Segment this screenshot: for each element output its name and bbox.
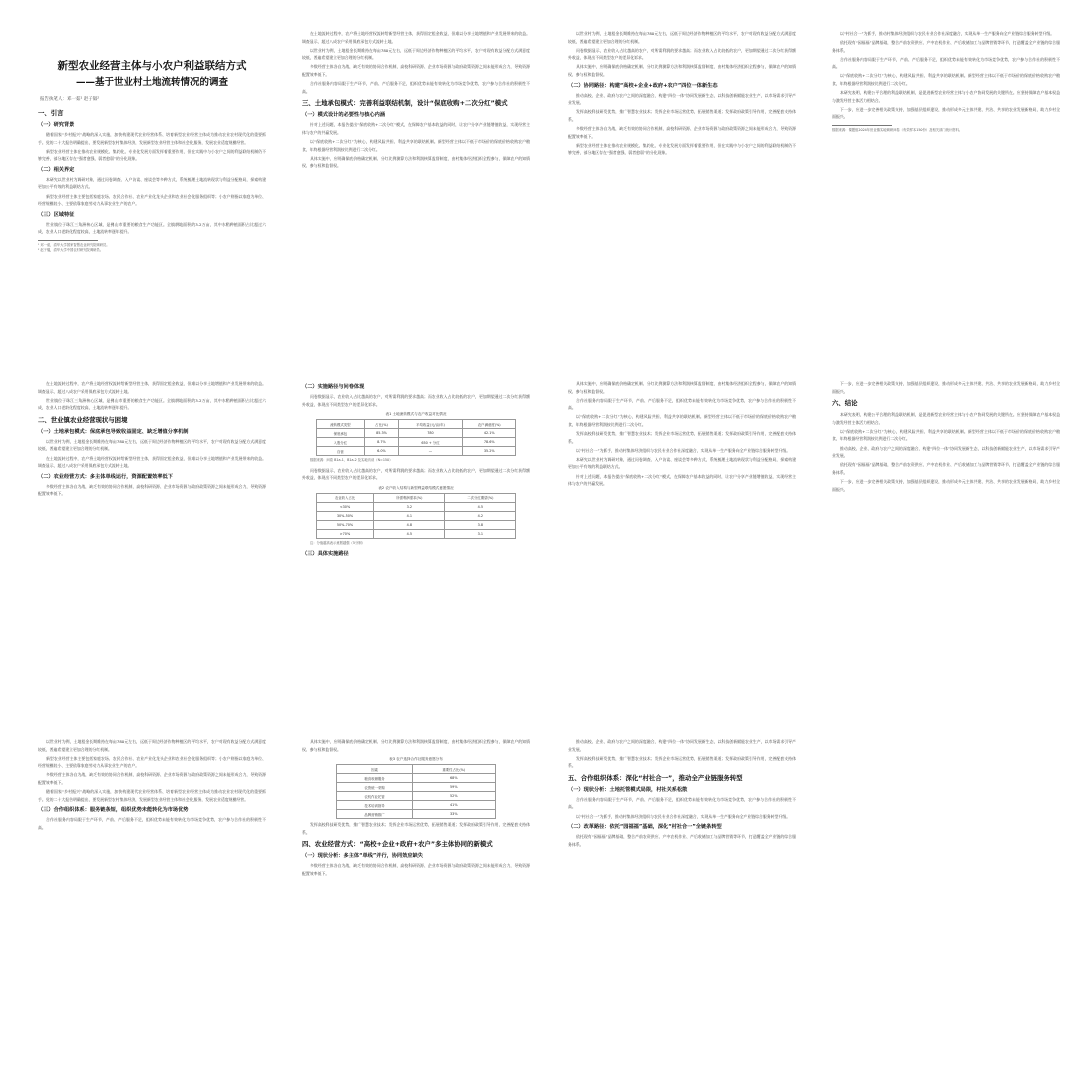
table-cell: 35.2%	[463, 447, 516, 456]
page-7	[558, 370, 806, 708]
page-4	[822, 20, 1070, 358]
table-1-caption: 表1 土地流转模式与农户收益对比情况	[385, 412, 447, 417]
table-cell: 6.0%	[365, 447, 399, 456]
page-5	[28, 370, 276, 708]
heading-section-2-1: （一）土地承包模式：保底承包导致收益固定、缺乏增值分享机制	[38, 428, 189, 435]
paragraph: 世业镇位于珠江三角洲核心区域，是佛山市重要的粮食生产功能区。全镇耕地面积约3.2万亩，其中水稻种植面积占比超过六成，农业人口老龄化程度较高，土地流转率逐年提升。	[38, 221, 266, 235]
paragraph: 在土地流转过程中，农户将土地经营权流转给新型经营主体，获得固定租金收益，但难以分享土地增值和产业发展带来的收益。调查显示，超过八成农户采用保底承包方式流转土地。	[302, 31, 530, 44]
table-cell: 30%-50%	[316, 511, 374, 520]
table-2-caption: 表2 农户收入结构与新型利益联结模式意愿情况	[378, 485, 454, 490]
table-1	[316, 419, 517, 456]
paragraph: 多数经营主体各自为战，缺乏有效的协同合作机制，高校科研资源、企业市场资源与政府政策资源之间未能形成合力，导致资源配置效率低下。	[302, 863, 530, 876]
table-header-cell: 农户满意度(%)	[463, 420, 516, 429]
paragraph: 本研究表明，构建公平合理的利益联结机制，是促进新型农业经营主体与小农户协同发展的关键所在。应坚持保障农户基本权益与激发经营主体活力相结合。	[832, 412, 1060, 425]
table-header-row	[316, 493, 516, 502]
table-cell: 4.8	[374, 520, 445, 529]
table-cell: 50%-70%	[316, 520, 374, 529]
heading-section-3-2: （二）实施路径与问卷体现	[302, 384, 365, 390]
table-cell: 85.3%	[365, 429, 399, 438]
table-cell: 3.1	[445, 529, 516, 538]
table-cell: 4.5	[445, 502, 516, 511]
paragraph: 新型农业经营主体主要包括家庭农场、农民合作社、农业产业化龙头企业和农业社会化服务组织等；小农户则指以家庭为单位、经营规模较小、主要依靠家庭劳动力从事农业生产的农户。	[38, 193, 266, 207]
table-header-cell: 重要性占比(%)	[412, 765, 495, 774]
table-cell: 52%	[412, 792, 495, 801]
paragraph: 合作社服务内容局限于生产环节，产前、产后服务不足，组织优势未能有效转化为市场竞争优势，农户参与合作社的积极性不高。	[302, 81, 530, 94]
heading-section-6: 六、结论	[832, 399, 858, 408]
table-cell: 780	[398, 429, 462, 438]
paragraph: 具体实施中，应明确保底价格确定机制、分红比例测算方法和利润核算监督制度，由村集体经济组织全程参与，保障农户的知情权、参与权和监督权。	[302, 155, 530, 169]
table-cell: 入股分红	[316, 438, 364, 447]
paragraph: 合作社服务内容局限于生产环节，产前、产后服务不足，组织优势未能有效转化为市场竞争优势，农户参与合作社的积极性不高。	[832, 56, 1060, 70]
table-row	[337, 774, 496, 783]
table-cell: 8.7%	[365, 438, 399, 447]
paragraph: 新型农业经营主体主要包括家庭农场、农民合作社、农业产业化龙头企业和农业社会化服务组织等；小农户则指以家庭为单位、经营规模较小、主要依靠家庭劳动力从事农业生产的农户。	[38, 755, 266, 769]
paragraph: 下一步，应进一步完善相关政策支持，加强基层组织建设，推动形成多元主体共建、共治、共享的农业发展新格局，助力乡村全面振兴。	[832, 381, 1060, 394]
heading-section-3: 三、土地承包模式：完善利益联结机制，设计“保底收购+二次分红”模式	[302, 99, 508, 108]
table-cell: 粮食收储服务	[337, 774, 413, 783]
table-header-cell: 二次分红期望(%)	[445, 493, 516, 502]
table-1-note: 数据来源：问卷 B1a-1、B1a-2 及实地访谈（N=150）	[310, 458, 393, 463]
table-row	[337, 810, 496, 819]
paragraph: 随着国家“乡村振兴”战略的深入实施，加快构建现代农业经营体系、培育新型农业经营主体成为推动农业农村现代化的重要抓手。党的二十大报告明确提出，要发展新型农村集体经济，发展新型农业经营主体和社会化服务，发展农业适度规模经营。	[38, 132, 266, 145]
paragraph: 下一步，应进一步完善相关政策支持，加强基层组织建设，推动形成多元主体共建、共治、共享的农业发展新格局，助力乡村全面振兴。	[832, 478, 1060, 492]
table-row	[337, 792, 496, 801]
paragraph: 新型农业经营主体在推动农业规模化、集约化、专业化发展方面发挥着重要作用，但在实践中与小农户之间的利益联结机制仍不够完善，部分地区存在“强者愈强、弱者愈弱”的分化现象。	[38, 148, 266, 162]
table-cell: 42.1%	[463, 429, 516, 438]
table-cell: 78.6%	[463, 438, 516, 447]
table-header-cell: 农业收入占比	[316, 493, 374, 502]
paragraph: 发挥高校科技研发优势，推广智慧农业技术；发挥企业市场运营优势，拓展销售渠道；发挥政府政策引导作用，完善配套支持体系。	[568, 109, 796, 122]
table-header-row	[316, 420, 516, 429]
paragraph: 以“保底收购+二次分红”为核心，构建风险共担、利益共享的联结机制。新型经营主体以不低于市场价的保底价格收购农户粮食，年终根据经营利润按比例进行二次分红。	[832, 73, 1060, 87]
paragraph: 推动高校、企业、政府与农户之间的深度融合，构建“四位一体”协同发展新生态，以科技创新赋能农业生产，以市场需求引导产业发展。	[568, 92, 796, 106]
paragraph: 本研究以世业村为调研对象，通过问卷调查、入户访谈、座谈会等多种方式，系统梳理土地流转现状与利益分配格局，探索构建更加公平有效的利益联结方式。	[568, 456, 796, 470]
heading-section-4: 四、农业经营方式：“高校+企业+政府+农户”多主体协同的新模式	[302, 840, 493, 849]
paragraph: 推动高校、企业、政府与农户之间的深度融合，构建“四位一体”协同发展新生态，以科技创新赋能农业生产，以市场需求引导产业发展。	[568, 739, 796, 752]
heading-section-5: 五、合作组织体系：深化“村社合一”，推动全产业链服务转型	[568, 773, 743, 782]
paragraph: 依托现有“园福福”品牌基础，整合产前农资供应、产中农机作业、产后收储加工与品牌营销等环节，打造覆盖全产业链的综合服务体系。	[832, 40, 1060, 53]
table-header-row	[337, 765, 496, 774]
heading-section-4-2: （二）协同路径：构建“高校+企业+政府+农户”四位一体新生态	[568, 82, 718, 89]
paragraph: 具体实施中，应明确保底价格确定机制、分红比例测算方法和利润核算监督制度，由村集体经济组织全程参与，保障农户的知情权、参与权和监督权。	[568, 381, 796, 394]
table-row	[316, 429, 516, 438]
paragraph: 以世业村为例，土地租金长期维持在每亩780元左右，远低于周边经济作物种植区的平均水平，农户对现有收益分配方式满意度较低，普遍希望建立更加合理的分红机制。	[302, 47, 530, 61]
page-2	[292, 20, 540, 358]
paragraph: 问卷数据显示，农业收入占比越高的农户，对所需利润的要求越高；而农业收入占比较低的农户，更加期望通过二次分红获得额外收益，体现出不同类型农户的差异化诉求。	[302, 394, 530, 407]
paragraph: 以世业村为例，土地租金长期维持在每亩780元左右，远低于周边经济作物种植区的平均水平，农户对现有收益分配方式满意度较低，普遍希望建立更加合理的分红机制。	[38, 438, 266, 452]
table-row	[337, 783, 496, 792]
table-cell: 农机作业托管	[337, 792, 413, 801]
heading-intro: 一、引言	[38, 109, 64, 117]
table-header-cell: 所需利润需求(%)	[374, 493, 445, 502]
paragraph: 合作社服务内容局限于生产环节，产前、产后服务不足，组织优势未能有效转化为市场竞争优势，农户参与合作社的积极性不高。	[568, 397, 796, 411]
table-cell: 自营	[316, 447, 364, 456]
table-cell: 4.5	[374, 529, 445, 538]
paragraph: 发挥高校科技研发优势，推广智慧农业技术；发挥企业市场运营优势，拓展销售渠道；发挥政府政策引导作用，完善配套支持体系。	[568, 755, 796, 769]
page-6	[292, 370, 540, 708]
heading-section-2-2: （二）农业经营方式：多主体单线运行，资源配置效率低下	[38, 473, 173, 480]
table-cell: 保底承包	[316, 429, 364, 438]
page-10	[292, 728, 540, 1066]
table-row	[337, 801, 496, 810]
heading-section-4-1: （一）现状分析：多主体“单线”并行，协同效应缺失	[302, 853, 423, 860]
document-subtitle: ——基于世业村土地流转情况的调查	[75, 77, 228, 88]
paragraph: 以世业村为例，土地租金长期维持在每亩780元左右，远低于周边经济作物种植区的平均水平，农户对现有收益分配方式满意度较低，普遍希望建立更加合理的分红机制。	[568, 31, 796, 44]
paragraph: 多数经营主体各自为战，缺乏有效的协同合作机制，高校科研资源、企业市场资源与政府政策资源之间未能形成合力，导致资源配置效率低下。	[568, 125, 796, 139]
paragraph: 具体实施中，应明确保底价格确定机制、分红比例测算方法和利润核算监督制度，由村集体经济组织全程参与，保障农户的知情权、参与权和监督权。	[302, 739, 530, 752]
paragraph: 以“保底收购+二次分红”为核心，构建风险共担、利益共享的联结机制。新型经营主体以不低于市场价的保底价格收购农户粮食，年终根据经营利润按比例进行二次分红。	[568, 414, 796, 427]
paragraph: 在土地流转过程中，农户将土地经营权流转给新型经营主体，获得固定租金收益，但难以分享土地增值和产业发展带来的收益。调查显示，超过八成农户采用保底承包方式流转土地。	[38, 381, 266, 394]
page-1	[28, 20, 276, 358]
table-cell: 品牌营销推广	[337, 810, 413, 819]
document-title: 新型农业经营主体与小农户利益联结方式	[57, 60, 247, 72]
paragraph: 世业镇位于珠江三角洲核心区域，是佛山市重要的粮食生产功能区。全镇耕地面积约3.2万亩，其中水稻种植面积占比超过六成，农业人口老龄化程度较高，土地流转率逐年提升。	[38, 397, 266, 411]
heading-concepts: （二）相关界定	[38, 166, 75, 173]
heading-section-3-1: （一）模式设计的必要性与核心内涵	[302, 112, 386, 119]
table-cell: 3.2	[374, 502, 445, 511]
table-cell: —	[398, 447, 462, 456]
footnote-divider	[832, 125, 892, 126]
table-row	[316, 438, 516, 447]
table-cell: 650 + 分红	[398, 438, 462, 447]
table-3	[336, 764, 496, 819]
table-cell: 41%	[412, 801, 495, 810]
table-cell: >70%	[316, 529, 374, 538]
heading-section-2-3: （三）合作组织体系：服务链条短，组织优势未能转化为市场优势	[38, 807, 189, 814]
paragraph: 新型农业经营主体在推动农业规模化、集约化、专业化发展方面发挥着重要作用，但在实践中与小农户之间的利益联结机制仍不够完善，部分地区存在“强者愈强、弱者愈弱”的分化现象。	[568, 142, 796, 156]
paragraph: 多数经营主体各自为战，缺乏有效的协同合作机制，高校科研资源、企业市场资源与政府政策资源之间未能形成合力，导致资源配置效率低下。	[38, 772, 266, 785]
table-cell: 4.1	[374, 511, 445, 520]
paragraph: 推动高校、企业、政府与农户之间的深度融合，构建“四位一体”协同发展新生态，以科技创新赋能农业生产，以市场需求引导产业发展。	[832, 445, 1060, 459]
paragraph: 本研究以世业村为调研对象，通过问卷调查、入户访谈、座谈会等多种方式，系统梳理土地流转现状与利益分配格局，探索构建更加公平有效的利益联结方式。	[38, 176, 266, 190]
table-header-cell: 占比(%)	[365, 420, 399, 429]
footnote: ² 赵子韫，清华大学中国农村研究院调研员。	[38, 248, 104, 253]
page-3	[558, 20, 806, 358]
page-11	[558, 728, 806, 1066]
table-row	[316, 529, 516, 538]
table-cell: 68%	[412, 774, 495, 783]
table-cell: 33%	[412, 810, 495, 819]
heading-background: （一）研究背景	[38, 122, 75, 128]
paragraph: 合作社服务内容局限于生产环节，产前、产后服务不足，组织优势未能有效转化为市场竞争优势，农户参与合作社的积极性不高。	[568, 796, 796, 810]
paragraph: 问卷数据显示，农业收入占比越高的农户，对所需利润的要求越高；而农业收入占比较低的农户，更加期望通过二次分红获得额外收益，体现出不同类型农户的差异化诉求。	[568, 47, 796, 61]
table-header-cell: 流转模式类型	[316, 420, 364, 429]
heading-section-3-3: （三）具体实施路径	[302, 550, 349, 557]
page-8	[822, 370, 1070, 708]
paragraph: 多数经营主体各自为战，缺乏有效的协同合作机制，高校科研资源、企业市场资源与政府政策资源之间未能形成合力，导致资源配置效率低下。	[302, 64, 530, 77]
paragraph: 以“村社合一”为抓手，推动村集体经济组织与农民专业合作社深度融合，实现从单一生产服务向全产业链综合服务转型升级。	[576, 447, 791, 453]
paragraph: 以“村社合一”为抓手，推动村集体经济组织与农民专业合作社深度融合，实现从单一生产服务向全产业链综合服务转型升级。	[840, 31, 1055, 36]
table-2-note: 注：分值越高表示意愿越强（5分制）	[310, 540, 365, 545]
paragraph: 随着国家“乡村振兴”战略的深入实施，加快构建现代农业经营体系、培育新型农业经营主体成为推动农业农村现代化的重要抓手。党的二十大报告明确提出，要发展新型农村集体经济，发展新型农业经营主体和社会化服务，发展农业适度规模经营。	[38, 789, 266, 802]
table-3-caption: 表3 农户选择合作社服务意愿分布	[389, 757, 443, 762]
heading-section-5-2: （二）改革路径：依托“园福福”基础，深化“村社合一”全链条转型	[568, 824, 722, 831]
table-cell: <30%	[316, 502, 374, 511]
paragraph: 依托现有“园福福”品牌基础，整合产前农资供应、产中农机作业、产后收储加工与品牌营销等环节，打造覆盖全产业链的综合服务体系。	[832, 462, 1060, 475]
table-header-cell: 因素	[337, 765, 413, 774]
heading-area: （三）区域特征	[38, 211, 75, 218]
table-row	[316, 520, 516, 529]
heading-section-2: 二、世业镇农业经营现状与困境	[38, 415, 128, 424]
table-row	[316, 502, 516, 511]
paragraph: 本研究表明，构建公平合理的利益联结机制，是促进新型农业经营主体与小农户协同发展的关键所在。应坚持保障农户基本权益与激发经营主体活力相结合。	[832, 90, 1060, 103]
paragraph: 以“保底收购+二次分红”为核心，构建风险共担、利益共享的联结机制。新型经营主体以不低于市场价的保底价格收购农户粮食，年终根据经营利润按比例进行二次分红。	[832, 428, 1060, 442]
footnote-divider	[38, 240, 98, 241]
paragraph: 以世业村为例，土地租金长期维持在每亩780元左右，远低于周边经济作物种植区的平均水平，农户对现有收益分配方式满意度较低，普遍希望建立更加合理的分红机制。	[38, 739, 266, 752]
paragraph: 针对上述问题，本报告提出“保底收购+二次分红”模式，在保障农户基本收益的同时，让农户分享产业链增值收益，实现经营主体与农户的共赢发展。	[302, 122, 530, 135]
table-row	[316, 447, 516, 456]
paragraph: 以“保底收购+二次分红”为核心，构建风险共担、利益共享的联结机制。新型经营主体以不低于市场价的保底价格收购农户粮食，年终根据经营利润按比例进行二次分红。	[302, 138, 530, 152]
paragraph: 合作社服务内容局限于生产环节，产前、产后服务不足，组织优势未能有效转化为市场竞争优势，农户参与合作社的积极性不高。	[38, 817, 266, 830]
table-row	[316, 511, 516, 520]
footnote: ¹ 邓一茹，清华大学国家智慧农业研究院调研员。	[38, 242, 110, 247]
page-9	[28, 728, 276, 1066]
paragraph: 发挥高校科技研发优势，推广智慧农业技术；发挥企业市场运营优势，拓展销售渠道；发挥政府政策引导作用，完善配套支持体系。	[302, 822, 530, 835]
table-cell: 技术培训指导	[337, 801, 413, 810]
paragraph: 问卷数据显示，农业收入占比越高的农户，对所需利润的要求越高；而农业收入占比较低的农户，更加期望通过二次分红获得额外收益，体现出不同类型农户的差异化诉求。	[302, 467, 530, 481]
footnote: 数据来源：课题组2024年世业镇实地调研问卷（有效样本150份）及相关部门统计资料。	[832, 128, 963, 133]
table-cell: 农资统一采购	[337, 783, 413, 792]
table-cell: 59%	[412, 783, 495, 792]
paragraph: 多数经营主体各自为战，缺乏有效的协同合作机制，高校科研资源、企业市场资源与政府政策资源之间未能形成合力，导致资源配置效率低下。	[38, 483, 266, 497]
table-cell: 3.8	[445, 520, 516, 529]
paragraph: 针对上述问题，本报告提出“保底收购+二次分红”模式，在保障农户基本收益的同时，让农户分享产业链增值收益，实现经营主体与农户的共赢发展。	[568, 473, 796, 487]
table-header-cell: 平均收益(元/亩/年)	[398, 420, 462, 429]
authors-line: 报告执笔人：邓一茹¹ 赵子韫²	[40, 97, 100, 102]
paragraph: 具体实施中，应明确保底价格确定机制、分红比例测算方法和利润核算监督制度，由村集体经济组织全程参与，保障农户的知情权、参与权和监督权。	[568, 64, 796, 77]
paragraph: 依托现有“园福福”品牌基础，整合产前农资供应、产中农机作业、产后收储加工与品牌营销等环节，打造覆盖全产业链的综合服务体系。	[568, 834, 796, 847]
paragraph: 以“村社合一”为抓手，推动村集体经济组织与农民专业合作社深度融合，实现从单一生产服务向全产业链综合服务转型升级。	[576, 813, 791, 819]
paragraph: 在土地流转过程中，农户将土地经营权流转给新型经营主体，获得固定租金收益，但难以分享土地增值和产业发展带来的收益。调查显示，超过八成农户采用保底承包方式流转土地。	[38, 455, 266, 469]
paragraph: 发挥高校科技研发优势，推广智慧农业技术；发挥企业市场运营优势，拓展销售渠道；发挥政府政策引导作用，完善配套支持体系。	[568, 431, 796, 444]
table-2	[316, 493, 517, 539]
table-cell: 4.2	[445, 511, 516, 520]
heading-section-5-1: （一）现状分析：土地托管模式局限，村社关系松散	[568, 786, 688, 793]
paragraph: 下一步，应进一步完善相关政策支持，加强基层组织建设，推动形成多元主体共建、共治、共享的农业发展新格局，助力乡村全面振兴。	[832, 106, 1060, 120]
